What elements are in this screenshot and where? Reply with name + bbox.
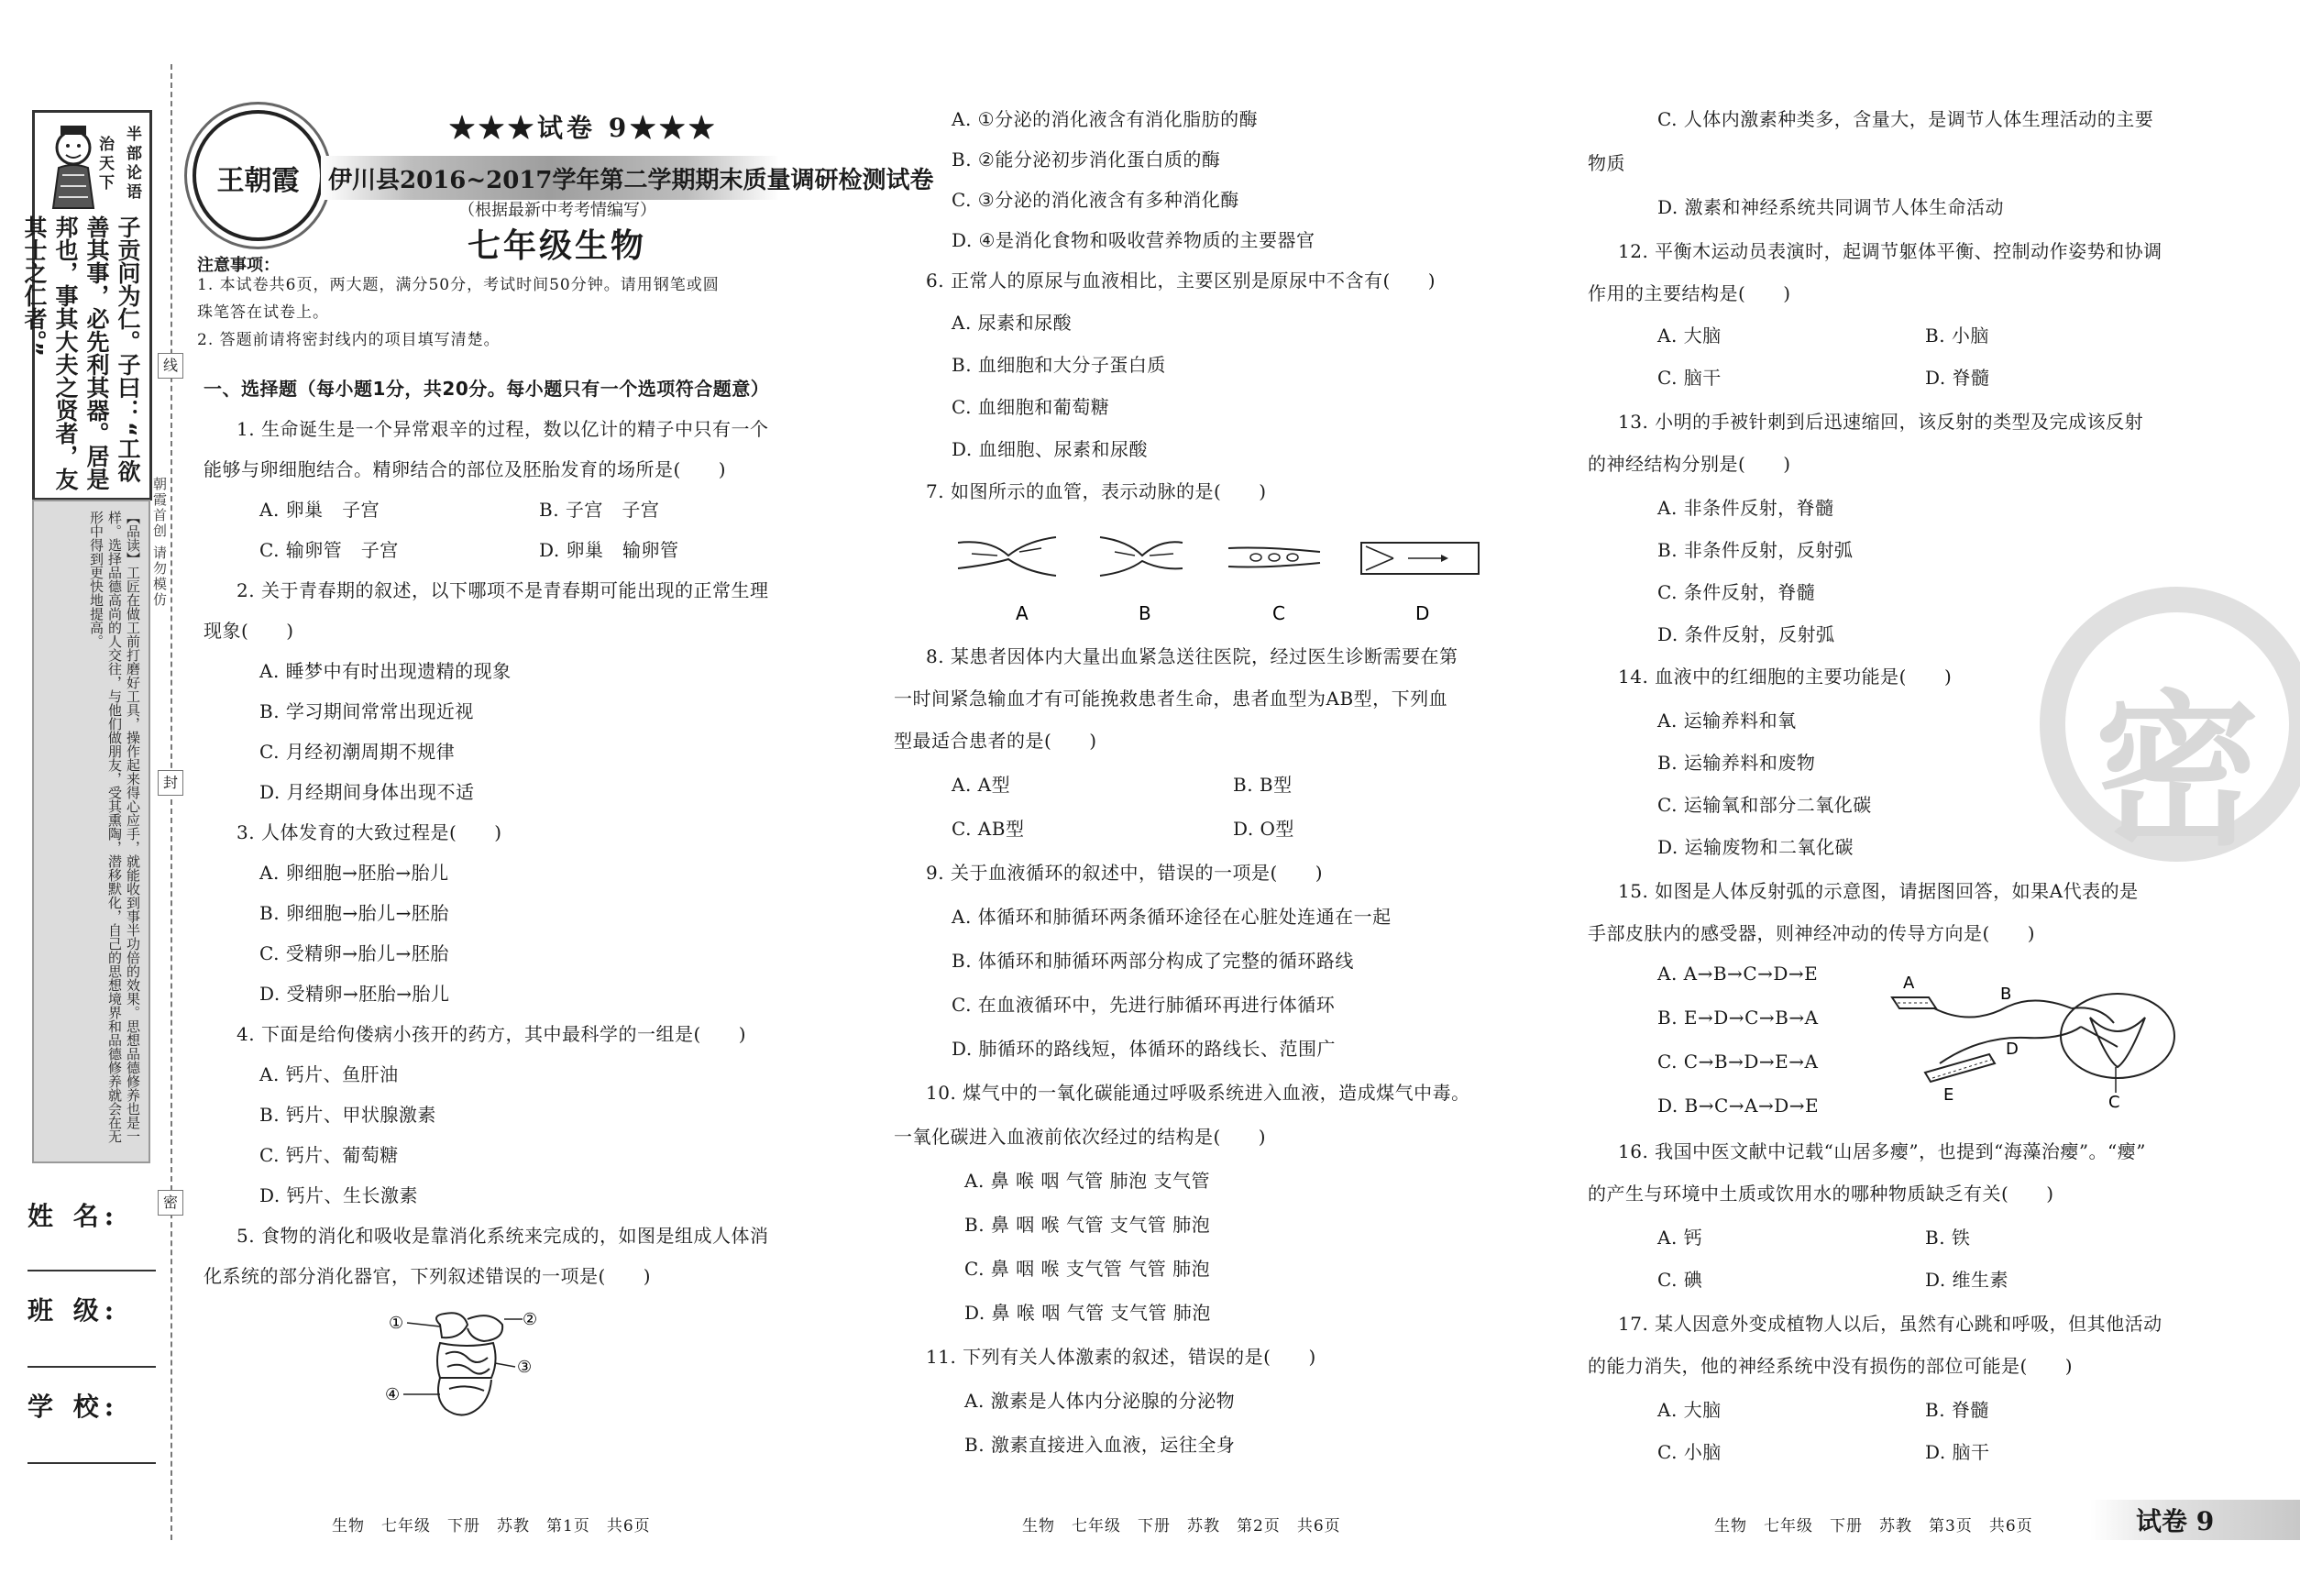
q1-opt-c[interactable]: C. 输卵管 子宫 bbox=[259, 539, 399, 561]
q2-opt-a[interactable]: A. 睡梦中有时出现遗精的现象 bbox=[259, 660, 512, 682]
grade-title: 七年级生物 bbox=[468, 227, 647, 265]
q16-opt-c[interactable]: C. 碘 bbox=[1657, 1269, 1703, 1291]
q2-stem-b: 现象( ) bbox=[204, 620, 294, 642]
vessel-c bbox=[1228, 548, 1320, 567]
q13-opt-c[interactable]: C. 条件反射，脊髓 bbox=[1657, 581, 1816, 603]
q17-stem-a: 17. 某人因意外变成植物人以后，虽然有心跳和呼吸，但其他活动 bbox=[1618, 1313, 2162, 1335]
q12-opt-c[interactable]: C. 脑干 bbox=[1657, 367, 1722, 389]
q1-opt-d[interactable]: D. 卵巢 输卵管 bbox=[539, 539, 679, 561]
q9-opt-c[interactable]: C. 在血液循环中，先进行肺循环再进行体循环 bbox=[952, 994, 1336, 1016]
vessel-a bbox=[958, 537, 1056, 576]
q1-stem-a: 1. 生命诞生是一个异常艰辛的过程，数以亿计的精子中只有一个 bbox=[237, 418, 769, 440]
class-label: 班 级: bbox=[28, 1295, 120, 1326]
digest-label-1: ① bbox=[389, 1314, 404, 1333]
q6-opt-d[interactable]: D. 血细胞、尿素和尿酸 bbox=[952, 438, 1149, 460]
reflex-label-a: A bbox=[1903, 974, 1915, 993]
class-field[interactable] bbox=[28, 1291, 156, 1327]
q15-opt-c[interactable]: C. C→B→D→E→A bbox=[1657, 1051, 1819, 1073]
section-heading: 一、选择题（每小题1分，共20分。每小题只有一个选项符合题意） bbox=[204, 378, 770, 400]
digest-label-2: ② bbox=[523, 1310, 538, 1329]
binding-dashed-line bbox=[171, 64, 172, 1540]
q10-stem-a: 10. 煤气中的一氧化碳能通过呼吸系统进入血液，造成煤气中毒。 bbox=[926, 1082, 1470, 1104]
q14-opt-a[interactable]: A. 运输养料和氧 bbox=[1657, 710, 1797, 732]
vessel-label-a: A bbox=[1016, 602, 1029, 624]
q11-opt-d[interactable]: D. 激素和神经系统共同调节人体生命活动 bbox=[1657, 196, 2005, 218]
motto-text: 子贡问为仁。子曰：“工欲善其事，必先利其器。居是邦也，事其大夫之贤者，友其士之仁者。” bbox=[21, 215, 141, 490]
q15-opt-a[interactable]: A. A→B→C→D→E bbox=[1657, 963, 1819, 985]
notice-line-2: 2. 答题前请将密封线内的项目填写清楚。 bbox=[197, 331, 501, 349]
q13-stem-b: 的神经结构分别是( ) bbox=[1588, 453, 1791, 475]
q10-opt-d[interactable]: D. 鼻 喉 咽 气管 支气管 肺泡 bbox=[964, 1302, 1211, 1324]
seal-char-mi: 密 bbox=[158, 1190, 183, 1216]
q14-opt-d[interactable]: D. 运输废物和二氧化碳 bbox=[1657, 836, 1854, 858]
q14-opt-b[interactable]: B. 运输养料和废物 bbox=[1657, 752, 1816, 774]
vessel-label-c: C bbox=[1272, 602, 1285, 624]
motto-banner: 半部论语治天下 bbox=[95, 126, 141, 203]
footer-page-2: 生物 七年级 下册 苏教 第2页 共6页 bbox=[1022, 1517, 1341, 1535]
q4-opt-c[interactable]: C. 钙片、葡萄糖 bbox=[259, 1144, 399, 1166]
corner-badge-text: 试卷 9 bbox=[2136, 1506, 2215, 1536]
binding-note: 朝霞首创 请勿模仿 bbox=[151, 477, 168, 608]
seal-stamp-text: 密 bbox=[2094, 677, 2260, 868]
q17-opt-d[interactable]: D. 脑干 bbox=[1925, 1441, 1990, 1463]
pindu-box bbox=[32, 500, 150, 1163]
q6-opt-a[interactable]: A. 尿素和尿酸 bbox=[952, 312, 1073, 334]
school-field[interactable] bbox=[28, 1387, 156, 1424]
q8-opt-b[interactable]: B. B型 bbox=[1233, 774, 1293, 796]
q8-opt-a[interactable]: A. A型 bbox=[952, 774, 1011, 796]
pindu-text: 【品读】工匠在做工前打磨好工具，操作起来得心应手，就能收到事半功倍的效果。思想品德修养也是一样。选择品德高尚的人交往，与他们做朋友，受其熏陶，潜移默化，自己的思想境界和品德修养就会在无形中得到更快地提高。 bbox=[88, 511, 141, 1143]
q4-opt-b[interactable]: B. 钙片、甲状腺激素 bbox=[259, 1104, 436, 1126]
q9-opt-a[interactable]: A. 体循环和肺循环两条循环途径在心脏处连通在一起 bbox=[952, 906, 1392, 928]
digest-label-4: ④ bbox=[385, 1385, 401, 1404]
school-label: 学 校: bbox=[28, 1392, 120, 1422]
q5-stem-b: 化系统的部分消化器官，下列叙述错误的一项是( ) bbox=[204, 1265, 652, 1287]
q12-opt-a[interactable]: A. 大脑 bbox=[1657, 325, 1722, 347]
q9-stem: 9. 关于血液循环的叙述中，错误的一项是( ) bbox=[926, 862, 1324, 884]
exam-title: 伊川县2016~2017学年第二学期期末质量调研检测试卷 bbox=[328, 167, 934, 194]
exam-series: ★★★试卷 9★★★ bbox=[449, 113, 719, 143]
q7-stem: 7. 如图所示的血管，表示动脉的是( ) bbox=[926, 480, 1267, 502]
q2-opt-c[interactable]: C. 月经初潮周期不规律 bbox=[259, 741, 456, 763]
reflex-label-c: C bbox=[2108, 1093, 2120, 1109]
q15-stem-a: 15. 如图是人体反射弧的示意图，请据图回答，如果A代表的是 bbox=[1618, 880, 2139, 902]
seal-char-xian: 线 bbox=[158, 353, 183, 379]
q4-opt-a[interactable]: A. 钙片、鱼肝油 bbox=[259, 1063, 399, 1085]
brand-logo bbox=[193, 110, 324, 241]
q14-opt-c[interactable]: C. 运输氧和部分二氧化碳 bbox=[1657, 794, 1872, 816]
notice-line-1a: 1. 本试卷共6页，两大题，满分50分，考试时间50分钟。请用钢笔或圆 bbox=[197, 276, 720, 294]
q10-stem-b: 一氧化碳进入血液前依次经过的结构是( ) bbox=[894, 1126, 1267, 1148]
q5-opt-c[interactable]: C. ③分泌的消化液含有多种消化酶 bbox=[952, 189, 1239, 211]
digestive-system-figure bbox=[376, 1306, 559, 1430]
name-field[interactable] bbox=[28, 1196, 156, 1233]
q8-stem-c: 型最适合患者的是( ) bbox=[894, 730, 1097, 752]
q1-opt-b[interactable]: B. 子宫 子宫 bbox=[539, 499, 660, 521]
q11-stem: 11. 下列有关人体激素的叙述，错误的是( ) bbox=[926, 1346, 1316, 1368]
q15-opt-b[interactable]: B. E→D→C→B→A bbox=[1657, 1007, 1819, 1029]
q5-opt-b[interactable]: B. ②能分泌初步消化蛋白质的酶 bbox=[952, 149, 1221, 171]
q15-stem-b: 手部皮肤内的感受器，则神经冲动的传导方向是( ) bbox=[1588, 922, 2036, 944]
school-line bbox=[28, 1462, 156, 1464]
vessel-label-b: B bbox=[1139, 602, 1151, 624]
q13-opt-b[interactable]: B. 非条件反射，反射弧 bbox=[1657, 539, 1854, 561]
q12-stem-a: 12. 平衡木运动员表演时，起调节躯体平衡、控制动作姿势和协调 bbox=[1618, 240, 2162, 262]
q10-opt-b[interactable]: B. 鼻 咽 喉 气管 支气管 肺泡 bbox=[964, 1214, 1211, 1236]
q12-opt-b[interactable]: B. 小脑 bbox=[1925, 325, 1989, 347]
reflex-label-d: D bbox=[2006, 1040, 2019, 1059]
notice-line-1b: 珠笔答在试卷上。 bbox=[197, 303, 329, 322]
q16-opt-d[interactable]: D. 维生素 bbox=[1925, 1269, 2009, 1291]
class-line bbox=[28, 1366, 156, 1368]
q10-opt-a[interactable]: A. 鼻 喉 咽 气管 肺泡 支气管 bbox=[964, 1170, 1210, 1192]
reflex-label-b: B bbox=[2000, 985, 2012, 1004]
reflex-label-e: E bbox=[1943, 1085, 1954, 1105]
q11-opt-a[interactable]: A. 激素是人体内分泌腺的分泌物 bbox=[964, 1390, 1236, 1412]
q3-opt-d[interactable]: D. 受精卵→胚胎→胎儿 bbox=[259, 983, 450, 1005]
blood-vessels-figure bbox=[953, 523, 1494, 628]
q15-opt-d[interactable]: D. B→C→A→D→E bbox=[1657, 1095, 1820, 1117]
q9-opt-b[interactable]: B. 体循环和肺循环两部分构成了完整的循环路线 bbox=[952, 950, 1354, 972]
q16-opt-a[interactable]: A. 钙 bbox=[1657, 1227, 1703, 1249]
q17-opt-c[interactable]: C. 小脑 bbox=[1657, 1441, 1722, 1463]
exam-subtitle: （根据最新中考考情编写） bbox=[458, 201, 656, 220]
q3-opt-c[interactable]: C. 受精卵→胎儿→胚胎 bbox=[259, 942, 449, 964]
q4-opt-d[interactable]: D. 钙片、生长激素 bbox=[259, 1184, 419, 1206]
q8-opt-d[interactable]: D. O型 bbox=[1233, 818, 1294, 840]
q1-stem-b: 能够与卵细胞结合。精卵结合的部位及胚胎发育的场所是( ) bbox=[204, 458, 727, 480]
seal-char-feng: 封 bbox=[158, 770, 183, 796]
q13-opt-d[interactable]: D. 条件反射，反射弧 bbox=[1657, 623, 1835, 645]
q10-opt-c[interactable]: C. 鼻 咽 喉 支气管 气管 肺泡 bbox=[964, 1258, 1211, 1280]
q2-opt-d[interactable]: D. 月经期间身体出现不适 bbox=[259, 781, 475, 803]
q17-opt-b[interactable]: B. 脊髓 bbox=[1925, 1399, 1989, 1421]
motto-box bbox=[21, 110, 152, 501]
q11-opt-b[interactable]: B. 激素直接进入血液，运往全身 bbox=[964, 1434, 1236, 1456]
vessel-b bbox=[1100, 537, 1183, 576]
q11-opt-c-a[interactable]: C. 人体内激素种类多，含量大，是调节人体生理活动的主要 bbox=[1657, 108, 2154, 130]
vessel-label-d: D bbox=[1415, 602, 1430, 624]
q13-stem-a: 13. 小明的手被针刺到后迅速缩回，该反射的类型及完成该反射 bbox=[1618, 411, 2144, 433]
brand-logo-text: 王朝霞 bbox=[216, 165, 300, 197]
q17-stem-b: 的能力消失，他的神经系统中没有损伤的部位可能是( ) bbox=[1588, 1355, 2074, 1377]
digest-label-3: ③ bbox=[517, 1358, 533, 1377]
seal-stamp-watermark bbox=[2040, 587, 2300, 868]
q3-stem: 3. 人体发育的大致过程是( ) bbox=[237, 821, 502, 843]
vessel-d bbox=[1361, 543, 1479, 574]
q4-stem: 4. 下面是给佝偻病小孩开的药方，其中最科学的一组是( ) bbox=[237, 1023, 747, 1045]
notice-heading: 注意事项： bbox=[197, 256, 280, 275]
q9-opt-d[interactable]: D. 肺循环的路线短，体循环的路线长、范围广 bbox=[952, 1038, 1337, 1060]
q8-stem-a: 8. 某患者因体内大量出血紧急送往医院，经过医生诊断需要在第 bbox=[926, 645, 1458, 667]
q3-opt-a[interactable]: A. 卵细胞→胚胎→胎儿 bbox=[259, 862, 449, 884]
q8-opt-c[interactable]: C. AB型 bbox=[952, 818, 1025, 840]
q13-opt-a[interactable]: A. 非条件反射，脊髓 bbox=[1657, 497, 1834, 519]
q6-stem: 6. 正常人的原尿与血液相比，主要区别是原尿中不含有( ) bbox=[926, 270, 1436, 292]
q16-stem-b: 的产生与环境中土质或饮用水的哪种物质缺乏有关( ) bbox=[1588, 1183, 2054, 1205]
q3-opt-b[interactable]: B. 卵细胞→胎儿→胚胎 bbox=[259, 902, 449, 924]
q2-stem-a: 2. 关于青春期的叙述，以下哪项不是青春期可能出现的正常生理 bbox=[237, 579, 769, 601]
q5-opt-d[interactable]: D. ④是消化食物和吸收营养物质的主要器官 bbox=[952, 229, 1315, 251]
q17-opt-a[interactable]: A. 大脑 bbox=[1657, 1399, 1722, 1421]
q14-stem: 14. 血液中的红细胞的主要功能是( ) bbox=[1618, 666, 1953, 688]
q1-opt-a[interactable]: A. 卵巢 子宫 bbox=[259, 499, 380, 521]
q5-opt-a[interactable]: A. ①分泌的消化液含有消化脂肪的酶 bbox=[952, 108, 1259, 130]
q6-opt-b[interactable]: B. 血细胞和大分子蛋白质 bbox=[952, 354, 1166, 376]
q16-opt-b[interactable]: B. 铁 bbox=[1925, 1227, 1971, 1249]
q11-opt-c-b: 物质 bbox=[1588, 152, 1625, 174]
q5-stem-a: 5. 食物的消化和吸收是靠消化系统来完成的，如图是组成人体消 bbox=[237, 1225, 769, 1247]
reflex-arc-figure bbox=[1888, 972, 2191, 1109]
name-line bbox=[28, 1270, 156, 1271]
q6-opt-c[interactable]: C. 血细胞和葡萄糖 bbox=[952, 396, 1110, 418]
name-label: 姓 名: bbox=[28, 1201, 120, 1231]
q12-stem-b: 作用的主要结构是( ) bbox=[1588, 282, 1791, 304]
q8-stem-b: 一时间紧急输血才有可能挽救患者生命，患者血型为AB型，下列血 bbox=[894, 688, 1448, 710]
footer-page-1: 生物 七年级 下册 苏教 第1页 共6页 bbox=[332, 1517, 651, 1535]
footer-page-3: 生物 七年级 下册 苏教 第3页 共6页 bbox=[1714, 1517, 2033, 1535]
q2-opt-b[interactable]: B. 学习期间常常出现近视 bbox=[259, 700, 474, 722]
q12-opt-d[interactable]: D. 脊髓 bbox=[1925, 367, 1990, 389]
q16-stem-a: 16. 我国中医文献中记载“山居多瘿”，也提到“海藻治瘿”。“瘿” bbox=[1618, 1140, 2147, 1162]
